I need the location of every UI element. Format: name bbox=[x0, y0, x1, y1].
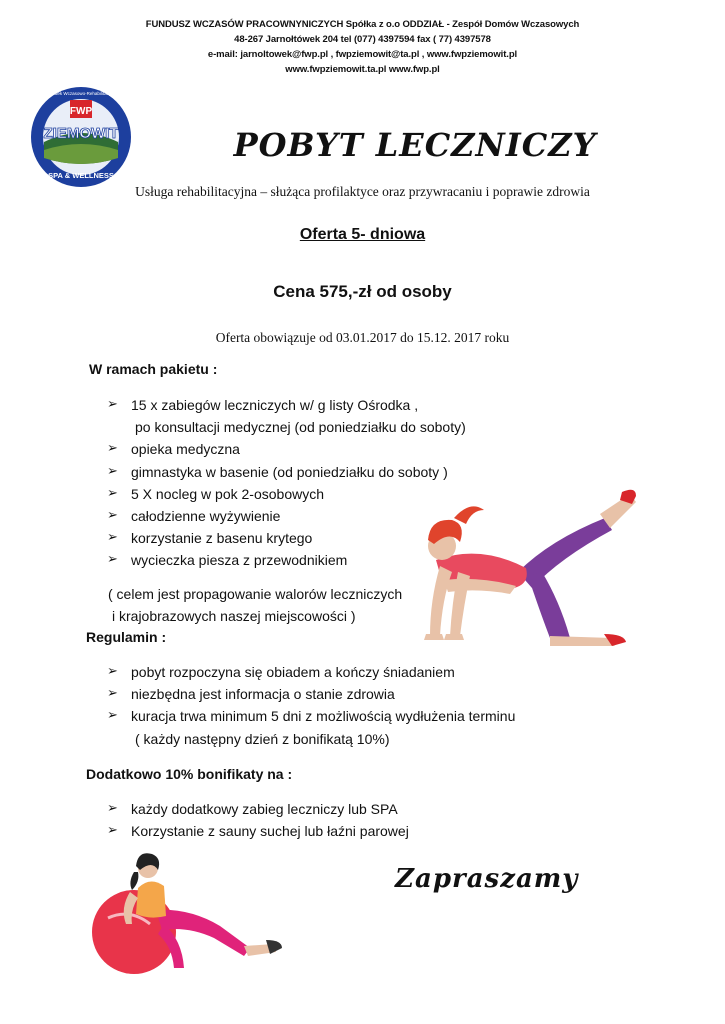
price-line: Cena 575,-zł od osoby bbox=[273, 282, 452, 301]
logo-tagline: SPA & WELLNESS bbox=[48, 171, 114, 180]
list-item: ➢ Korzystanie z sauny suchej lub łaźni parowej bbox=[107, 820, 409, 842]
package-note-line2: i krajobrazowych naszej miejscowości ) bbox=[112, 608, 356, 624]
email-line: e-mail: jarnoltowek@fwp.pl , fwpziemowit@ta.pl , www.fwpziemowit.pl bbox=[207, 49, 518, 60]
discount-heading: Dodatkowo 10% bonifikaty na : bbox=[86, 766, 293, 782]
list-item: ➢ każdy dodatkowy zabieg leczniczy lub SPA bbox=[107, 798, 409, 820]
validity-line: Oferta obowiązuje od 03.01.2017 do 15.12. 2017 roku bbox=[215, 330, 510, 345]
list-item: ➢ kuracja trwa minimum 5 dni z możliwością wydłużenia terminu ( każdy następny dzień z bonifikatą 10%) bbox=[107, 705, 515, 749]
logo-badge: FWP bbox=[69, 106, 93, 117]
list-item-continuation: ( każdy następny dzień z bonifikatą 10%) bbox=[135, 730, 390, 747]
list-item: ➢ niezbędna jest informacja o stanie zdrowia bbox=[107, 683, 515, 705]
list-item: ➢ opieka medyczna bbox=[107, 438, 466, 460]
list-item: ➢ 15 x zabiegów leczniczych w/ g listy Ośrodka , po konsultacji medycznej (od poniedziałku do soboty) bbox=[107, 394, 466, 438]
list-item: ➢ wycieczka piesza z przewodnikiem bbox=[107, 549, 466, 571]
rules-heading: Regulamin : bbox=[86, 629, 167, 645]
list-item: ➢ całodzienne wyżywienie bbox=[107, 505, 466, 527]
website-line: www.fwpziemowit.ta.pl www.fwp.pl bbox=[285, 64, 440, 75]
list-item: ➢ gimnastyka w basenie (od poniedziałku do soboty ) bbox=[107, 461, 466, 483]
list-item: ➢ 5 X nocleg w pok 2-osobowych bbox=[107, 483, 466, 505]
package-note-line1: ( celem jest propagowanie walorów leczniczych bbox=[108, 586, 403, 602]
address-line: 48-267 Jarnołtówek 204 tel (077) 4397594 fax ( 77) 4397578 bbox=[234, 34, 491, 45]
list-item: ➢ korzystanie z basenu krytego bbox=[107, 527, 466, 549]
rules-list bbox=[107, 661, 515, 750]
logo-name: ZIEMOWIT bbox=[43, 125, 119, 142]
subtitle: Usługa rehabilitacyjna – służąca profilaktyce oraz przywracaniu i poprawie zdrowia bbox=[135, 184, 590, 199]
page-title: POBYT LECZNICZY bbox=[233, 126, 597, 164]
offer-heading: Oferta 5- dniowa bbox=[299, 226, 426, 243]
fitness-ball-illustration bbox=[90, 848, 290, 976]
list-item-continuation: po konsultacji medycznej (od poniedziałku do soboty) bbox=[135, 419, 466, 436]
exercise-illustration bbox=[400, 480, 645, 660]
list-item: ➢ pobyt rozpoczyna się obiadem a kończy śniadaniem bbox=[107, 661, 515, 683]
company-name-line: FUNDUSZ WCZASÓW PRACOWNYNICZYCH Spółka z o.o ODDZIAŁ - Zespół Domów Wczasowych bbox=[145, 19, 580, 30]
discount-list bbox=[107, 798, 409, 842]
package-heading: W ramach pakietu : bbox=[89, 361, 218, 377]
ziemowit-logo bbox=[30, 86, 132, 188]
logo-ring-text: Ośrodek Wczasowo-Rehabilitacyjny bbox=[45, 91, 117, 96]
closing-text: Zapraszamy bbox=[395, 864, 579, 894]
